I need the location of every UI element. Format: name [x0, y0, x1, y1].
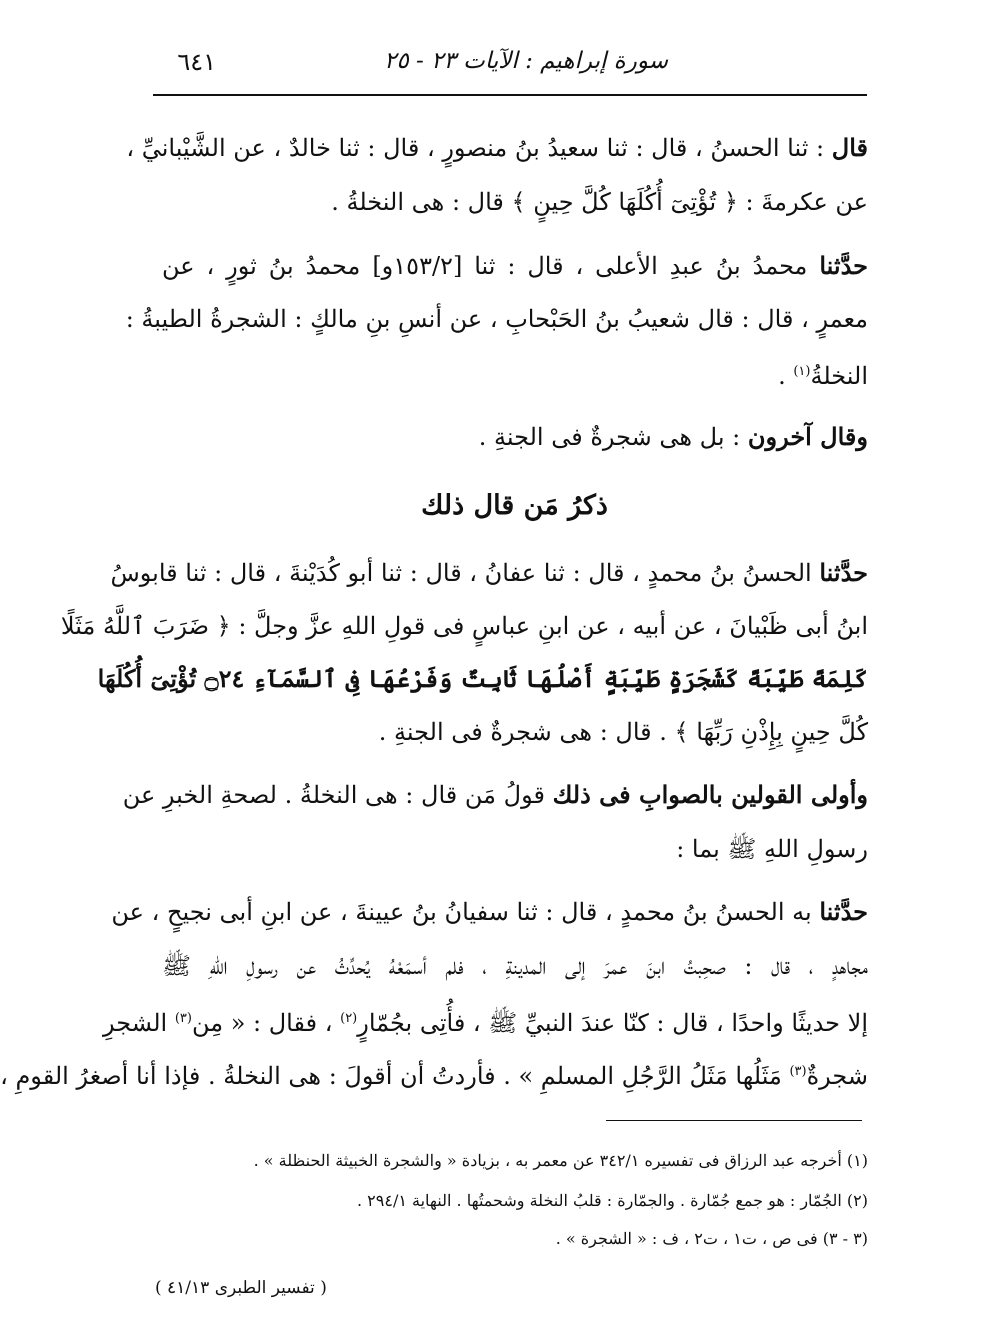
text-line: [162, 950, 868, 986]
line-text: محمدُ بنُ عبدِ الأعلى ، قال : ثنا [١٥٣/٢و] محمدُ بنُ ثورٍ ، عن: [162, 252, 820, 280]
footnote: (٢) الجُمّار : هو جمع جُمّارة . والجمّارة : قلبُ النخلة وشحمتُها . النهاية ٢٩٤/١ .: [357, 1191, 868, 1210]
footnote-marker: (٣): [789, 1064, 807, 1079]
page-number: ٦٤١: [177, 48, 216, 76]
line-text: ابنُ أبى ظَبْيانَ ، عن أبيه ، عن ابنِ عباسٍ فى قولِ اللهِ عزَّ وجلَّ : ﴿ ضَرَبَ ٱللَّهُ مَثَلًا: [60, 612, 868, 640]
line-text: به الحسنُ بنُ محمدٍ ، قال : ثنا سفيانُ بنُ عيينةَ ، عن ابنِ أبى نجيحٍ ، عن: [111, 898, 820, 926]
line-text: مَثَلُها مَثَلُ الرَّجُلِ المسلمِ » . فأردتُ أن أقولَ : هى النخلةُ . فإذا أنا أصغرُ القومِ ،: [0, 1062, 790, 1090]
text-line: [162, 421, 868, 457]
footnote: (٣ - ٣) فى ص ، ت١ ، ت٢ ، ف : « الشجرة » .: [555, 1229, 868, 1248]
line-text: ، فقال : « مِن: [191, 1009, 341, 1037]
footnote-marker: (١): [793, 364, 811, 379]
section-heading: ذكرُ مَن قال ذلك: [421, 490, 608, 521]
lead-word: وقال آخرون: [747, 422, 868, 451]
line-text: معمرٍ ، قال : قال شعيبُ بنُ الحَبْحابِ ، عن أنسِ بنِ مالكٍ : الشجرةُ الطيبةُ :: [125, 305, 868, 333]
footnote-rule: [606, 1120, 862, 1121]
line-text: النخلةُ: [810, 362, 868, 390]
running-head-title: سورة إبراهيم : الآيات ٢٣ - ٢٥: [384, 48, 668, 74]
text-line: [162, 716, 868, 752]
text-line: [125, 303, 868, 339]
text-line: [162, 833, 868, 869]
line-text: كُلَّ حِينٍ بِإِذْنِ رَبِّهَا ﴾ . قال : هى شجرةٌ فى الجنةِ .: [378, 718, 868, 746]
line-text: رسولِ اللهِ ﷺ بما :: [676, 835, 868, 863]
line-text: قولُ مَن قال : هى النخلةُ . لصحةِ الخبرِ عن: [122, 781, 553, 809]
text-line: [162, 186, 868, 222]
lead-word: حدَّثنا: [819, 558, 868, 587]
line-text: عن عكرمةَ : ﴿ تُؤْتِىٓ أُكُلَهَا كُلَّ حِينٍ ﴾ قال : هى النخلةُ .: [331, 188, 868, 216]
lead-word: حدَّثنا: [819, 251, 868, 280]
text-line: [111, 896, 868, 932]
lead-word: حدَّثنا: [819, 897, 868, 926]
line-text: الشجرِ: [103, 1009, 175, 1037]
text-line: [162, 250, 868, 286]
text-line: [162, 356, 868, 392]
text-line: [122, 779, 868, 815]
line-text: : ثنا الحسنُ ، قال : ثنا سعيدُ بنُ منصورٍ ، قال : ثنا خالدٌ ، عن الشَّيْبانيِّ ،: [126, 134, 832, 162]
line-text: إلا حديثًا واحدًا ، قال : كنّا عندَ النبيِّ ﷺ ، فأُتِى بجُمّارٍ: [357, 1009, 868, 1037]
lead-word: وأولى القولين بالصوابِ فى ذلك: [552, 780, 868, 809]
line-text: كَلِمَةً طَيِّبَةً كَشَجَرَةٍ طَيِّبَةٍ أَصْلُهَا ثَابِتٌ وَفَرْعُهَا فِى ٱلسَّمَآءِ ۝٢٤ تُؤْتِىٓ أُكُلَهَا: [97, 664, 868, 693]
signature-mark: ( تفسير الطبرى ٤١/١٣ ): [155, 1278, 327, 1298]
line-text: .: [778, 362, 794, 390]
footnote: (١) أخرجه عبد الرزاق فى تفسيره ٣٤٢/١ عن معمر به ، بزيادة « والشجرة الخبيثة الحنظلة » .: [253, 1151, 868, 1170]
footnote-marker: (٢): [340, 1011, 358, 1026]
footnote-marker: (٣): [174, 1011, 192, 1026]
line-text: مجاهدٍ ، قال : صحِبتُ ابنَ عمرَ إلى المدينةِ ، فلم أسمَعْهُ يُحدِّثُ عن رسولِ اللهِ ﷺ: [162, 952, 868, 980]
lead-word: قال: [831, 133, 868, 162]
line-text: الحسنُ بنُ محمدٍ ، قال : ثنا عفانُ ، قال : ثنا أبو كُدَيْنةَ ، قال : ثنا قابوسُ: [110, 559, 820, 587]
header-rule: [153, 94, 867, 96]
text-line: [0, 1056, 868, 1092]
line-text: : بل هى شجرةٌ فى الجنةِ .: [478, 423, 748, 451]
text-line: [126, 132, 868, 168]
text-line: [60, 610, 868, 646]
text-line: [110, 557, 868, 593]
text-line: [103, 1003, 868, 1039]
line-text: شجرةٌ: [806, 1062, 868, 1090]
quran-line: [97, 663, 868, 699]
